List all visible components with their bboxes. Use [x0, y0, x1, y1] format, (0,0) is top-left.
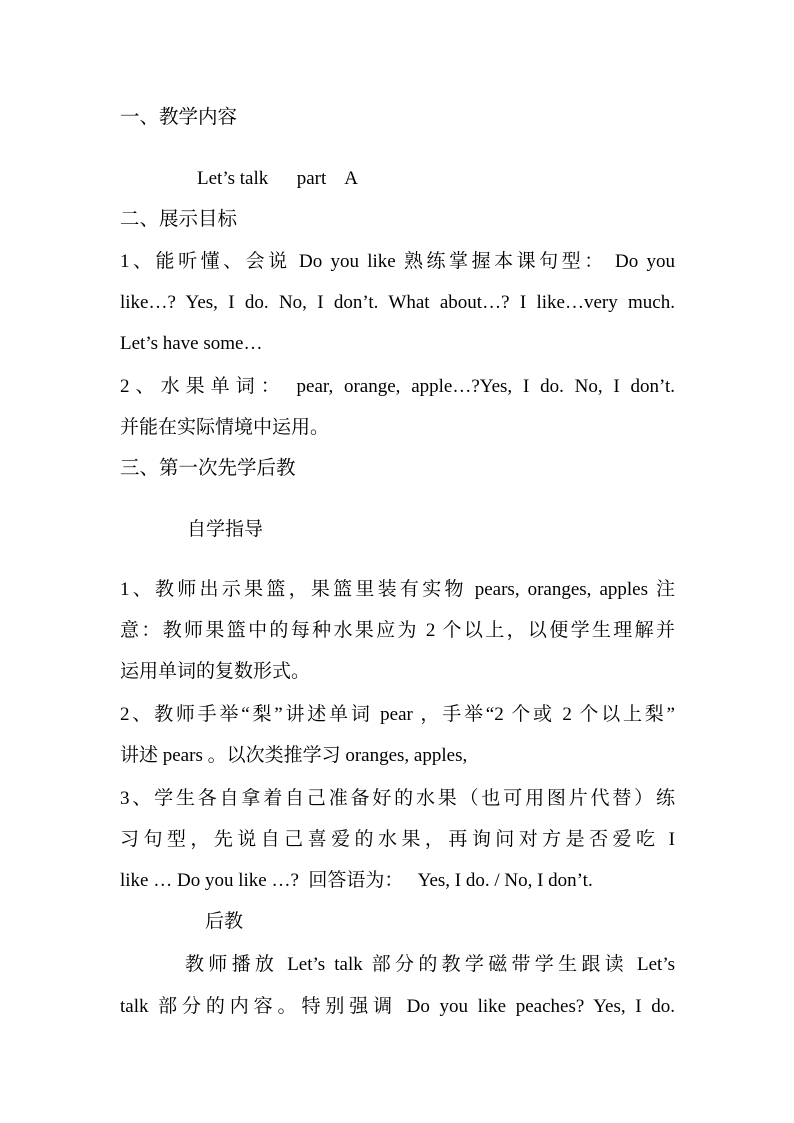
step-line: 运用单词的复数形式。	[120, 661, 311, 682]
goal-line: like…? Yes, I do. No, I don’t. What about…? I like…very much.	[120, 292, 675, 313]
step-line: like … Do you like …? 回答语为： Yes, I do. / No, I don’t.	[120, 870, 593, 891]
step-line: 讲述 pears 。以次类推学习 oranges, apples,	[120, 745, 468, 766]
section1-heading: 一、教学内容	[120, 107, 238, 128]
goal-line: 2、水果单词： pear, orange, apple…?Yes, I do. No, I don’t.	[120, 376, 675, 397]
section1-subtitle: Let’s talk part A	[197, 168, 358, 189]
step-line: 习句型，先说自己喜爱的水果，再询问对方是否爱吃 I	[120, 829, 675, 850]
goal-line: 并能在实际情境中运用。	[120, 417, 330, 438]
goal-line: 1、能听懂、会说 Do you like 熟练掌握本课句型： Do you	[120, 251, 675, 272]
step-line: 意：教师果篮中的每种水果应为 2 个以上，以便学生理解并	[120, 620, 675, 641]
step-line: 1、教师出示果篮，果篮里装有实物 pears, oranges, apples 注	[120, 579, 675, 600]
self-study-label: 自学指导	[187, 519, 264, 540]
teach-after-line: talk 部分的内容。特别强调 Do you like peaches? Yes, I do.	[120, 996, 675, 1017]
teach-after-label: 后教	[205, 911, 244, 932]
section3-heading: 三、第一次先学后教	[120, 458, 296, 479]
step-line: 2、教师手举“梨”讲述单词 pear ，手举“2 个或 2 个以上梨”	[120, 704, 675, 725]
teach-after-line: 教师播放 Let’s talk 部分的教学磁带学生跟读 Let’s	[185, 954, 675, 975]
section2-heading: 二、展示目标	[120, 209, 238, 230]
goal-line: Let’s have some…	[120, 333, 263, 354]
step-line: 3、学生各自拿着自己准备好的水果（也可用图片代替）练	[120, 788, 675, 809]
